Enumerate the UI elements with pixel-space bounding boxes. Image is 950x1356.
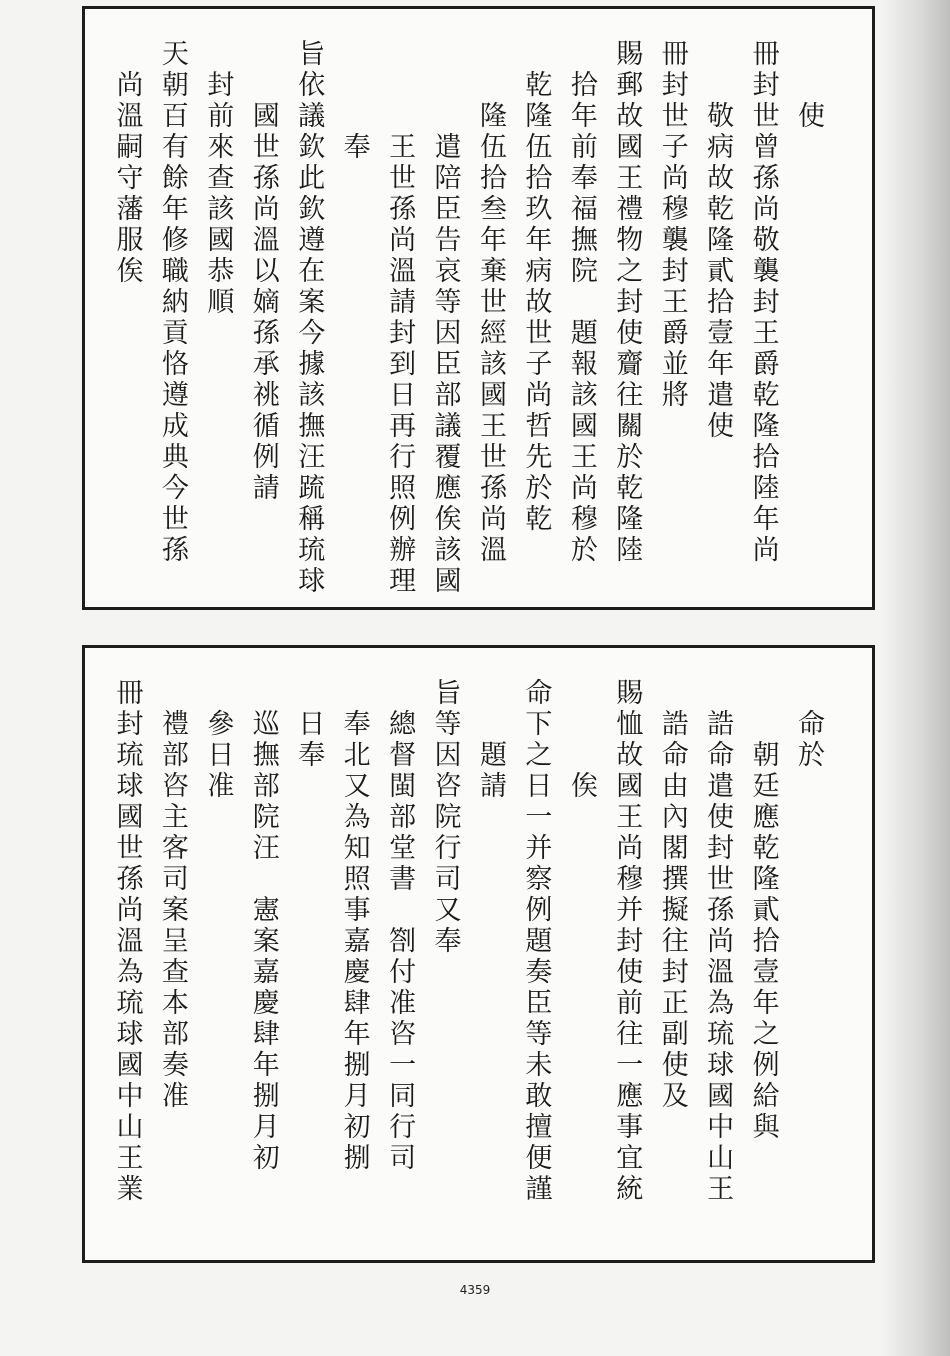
text-column: 禮部咨主客司案呈查本部奏准 bbox=[156, 709, 188, 1112]
text-column: 隆伍拾叁年棄世經該國王世孫尚溫 bbox=[474, 101, 506, 566]
text-column: 天朝百有餘年修職納貢恪遵成典今世孫 bbox=[156, 39, 188, 566]
text-column: 參日准 bbox=[202, 709, 234, 802]
scan-edge-shadow bbox=[880, 0, 950, 1356]
text-column: 巡撫部院汪 憲案嘉慶肆年捌月初 bbox=[247, 709, 279, 1174]
text-column: 日奉 bbox=[293, 709, 325, 771]
text-column: 誥命由內閣撰擬往封正副使及 bbox=[656, 709, 688, 1112]
page-number: 4359 bbox=[459, 1283, 491, 1297]
text-column: 使 bbox=[793, 101, 824, 132]
document-panel-bottom bbox=[82, 645, 875, 1263]
text-column: 遣陪臣告哀等因臣部議覆應俟該國 bbox=[429, 132, 461, 597]
text-column: 封前來查該國恭順 bbox=[202, 70, 234, 318]
text-column: 國世孫尚溫以嫡孫承祧循例請 bbox=[247, 101, 279, 504]
text-column: 旨等因咨院行司又奉 bbox=[429, 678, 461, 957]
text-column: 尚溫嗣守藩服俟 bbox=[111, 70, 143, 287]
text-column: 乾隆伍拾玖年病故世子尚哲先於乾 bbox=[520, 70, 552, 535]
text-column: 奉北又為知照事嘉慶肆年捌月初捌 bbox=[338, 709, 370, 1174]
text-column: 總督閩部堂書 劄付准咨一同行司 bbox=[384, 709, 416, 1174]
document-panel-top bbox=[82, 6, 875, 610]
text-column: 拾年前奉福撫院 題報該國王尚穆於 bbox=[565, 70, 597, 566]
text-column: 旨依議欽此欽遵在案今據該撫汪䟽稱琉球 bbox=[293, 39, 325, 597]
text-columns-bottom bbox=[85, 648, 872, 1260]
text-column: 俟 bbox=[565, 771, 597, 802]
text-column: 王世孫尚溫請封到日再行照例辦理 bbox=[384, 132, 416, 597]
text-column: 朝廷應乾隆貳拾壹年之例給與 bbox=[747, 740, 779, 1143]
text-column: 冊封世子尚穆襲封王爵並將 bbox=[656, 39, 688, 411]
text-column: 誥命遣使封世孫尚溫為琉球國中山王 bbox=[702, 709, 734, 1205]
text-column: 冊封琉球國世孫尚溫為琉球國中山王業 bbox=[111, 678, 143, 1205]
text-column: 命下之日一并察例題奏臣等未敢擅便謹 bbox=[520, 678, 552, 1205]
text-column: 敬病故乾隆貳拾壹年遣使 bbox=[702, 101, 734, 442]
text-columns-top bbox=[85, 9, 872, 607]
text-column: 題請 bbox=[474, 740, 506, 802]
text-column: 冊封世曾孫尚敬襲封王爵乾隆拾陸年尚 bbox=[747, 39, 779, 566]
text-column: 賜郵故國王禮物之封使齎往關於乾隆陸 bbox=[611, 39, 643, 566]
text-column: 命於 bbox=[793, 709, 824, 771]
text-column: 奉 bbox=[338, 132, 370, 163]
text-column: 賜恤故國王尚穆并封使前往一應事宜統 bbox=[611, 678, 643, 1205]
